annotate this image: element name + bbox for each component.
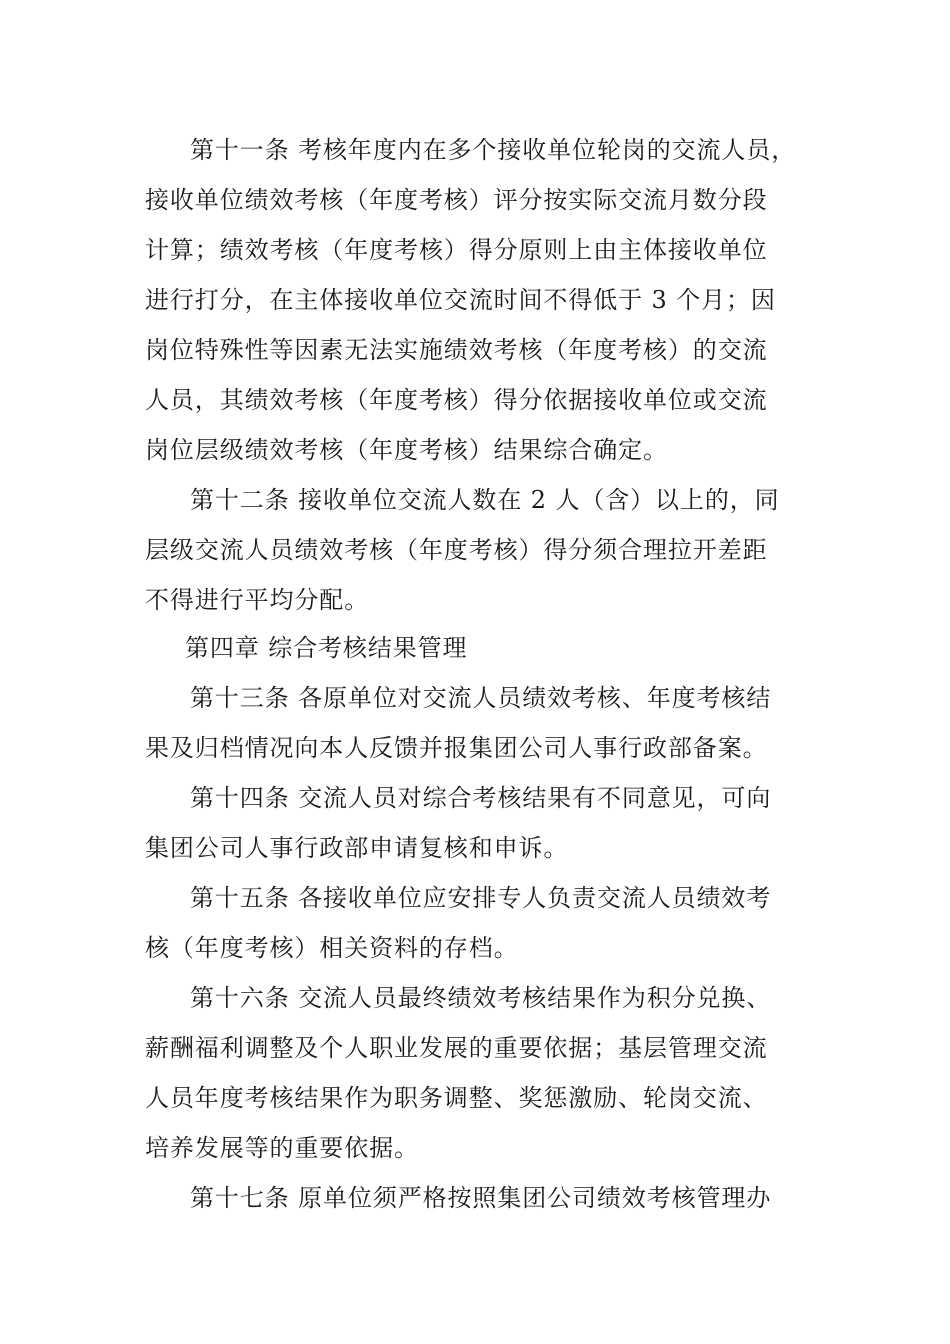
article-12-line-2: 层级交流人员绩效考核（年度考核）得分须合理拉开差距: [145, 536, 768, 564]
article-13-line-2: 果及归档情况向本人反馈并报集团公司人事行政部备案。: [145, 734, 768, 762]
article-15-line-2: 核（年度考核）相关资料的存档。: [145, 934, 519, 962]
article-11-line-7: 岗位层级绩效考核（年度考核）结果综合确定。: [145, 436, 668, 464]
article-13-line-1: 第十三条 各原单位对交流人员绩效考核、年度考核结: [190, 684, 772, 712]
article-16-line-1: 第十六条 交流人员最终绩效考核结果作为积分兑换、: [190, 984, 772, 1012]
article-11-line-4: 进行打分，在主体接收单位交流时间不得低于 3 个月；因: [145, 286, 776, 314]
article-11-line-1: 第十一条 考核年度内在多个接收单位轮岗的交流人员，: [190, 136, 797, 164]
article-16-line-2: 薪酬福利调整及个人职业发展的重要依据；基层管理交流: [145, 1034, 768, 1062]
article-16-line-4: 培养发展等的重要依据。: [145, 1134, 419, 1162]
article-11-line-5: 岗位特殊性等因素无法实施绩效考核（年度考核）的交流: [145, 336, 768, 364]
article-11-line-3: 计算；绩效考核（年度考核）得分原则上由主体接收单位: [145, 236, 768, 264]
article-11-line-6: 人员，其绩效考核（年度考核）得分依据接收单位或交流: [145, 386, 768, 414]
chapter-4-heading: 第四章 综合考核结果管理: [185, 634, 468, 662]
article-17-line-1: 第十七条 原单位须严格按照集团公司绩效考核管理办: [190, 1184, 772, 1212]
article-11-line-2: 接收单位绩效考核（年度考核）评分按实际交流月数分段: [145, 186, 768, 214]
article-12-line-3: 不得进行平均分配。: [145, 586, 370, 614]
article-12-line-1: 第十二条 接收单位交流人数在 2 人（含）以上的，同: [190, 486, 780, 514]
article-15-line-1: 第十五条 各接收单位应安排专人负责交流人员绩效考: [190, 884, 772, 912]
article-14-line-1: 第十四条 交流人员对综合考核结果有不同意见，可向: [190, 784, 772, 812]
article-14-line-2: 集团公司人事行政部申请复核和申诉。: [145, 834, 569, 862]
article-16-line-3: 人员年度考核结果作为职务调整、奖惩激励、轮岗交流、: [145, 1084, 768, 1112]
